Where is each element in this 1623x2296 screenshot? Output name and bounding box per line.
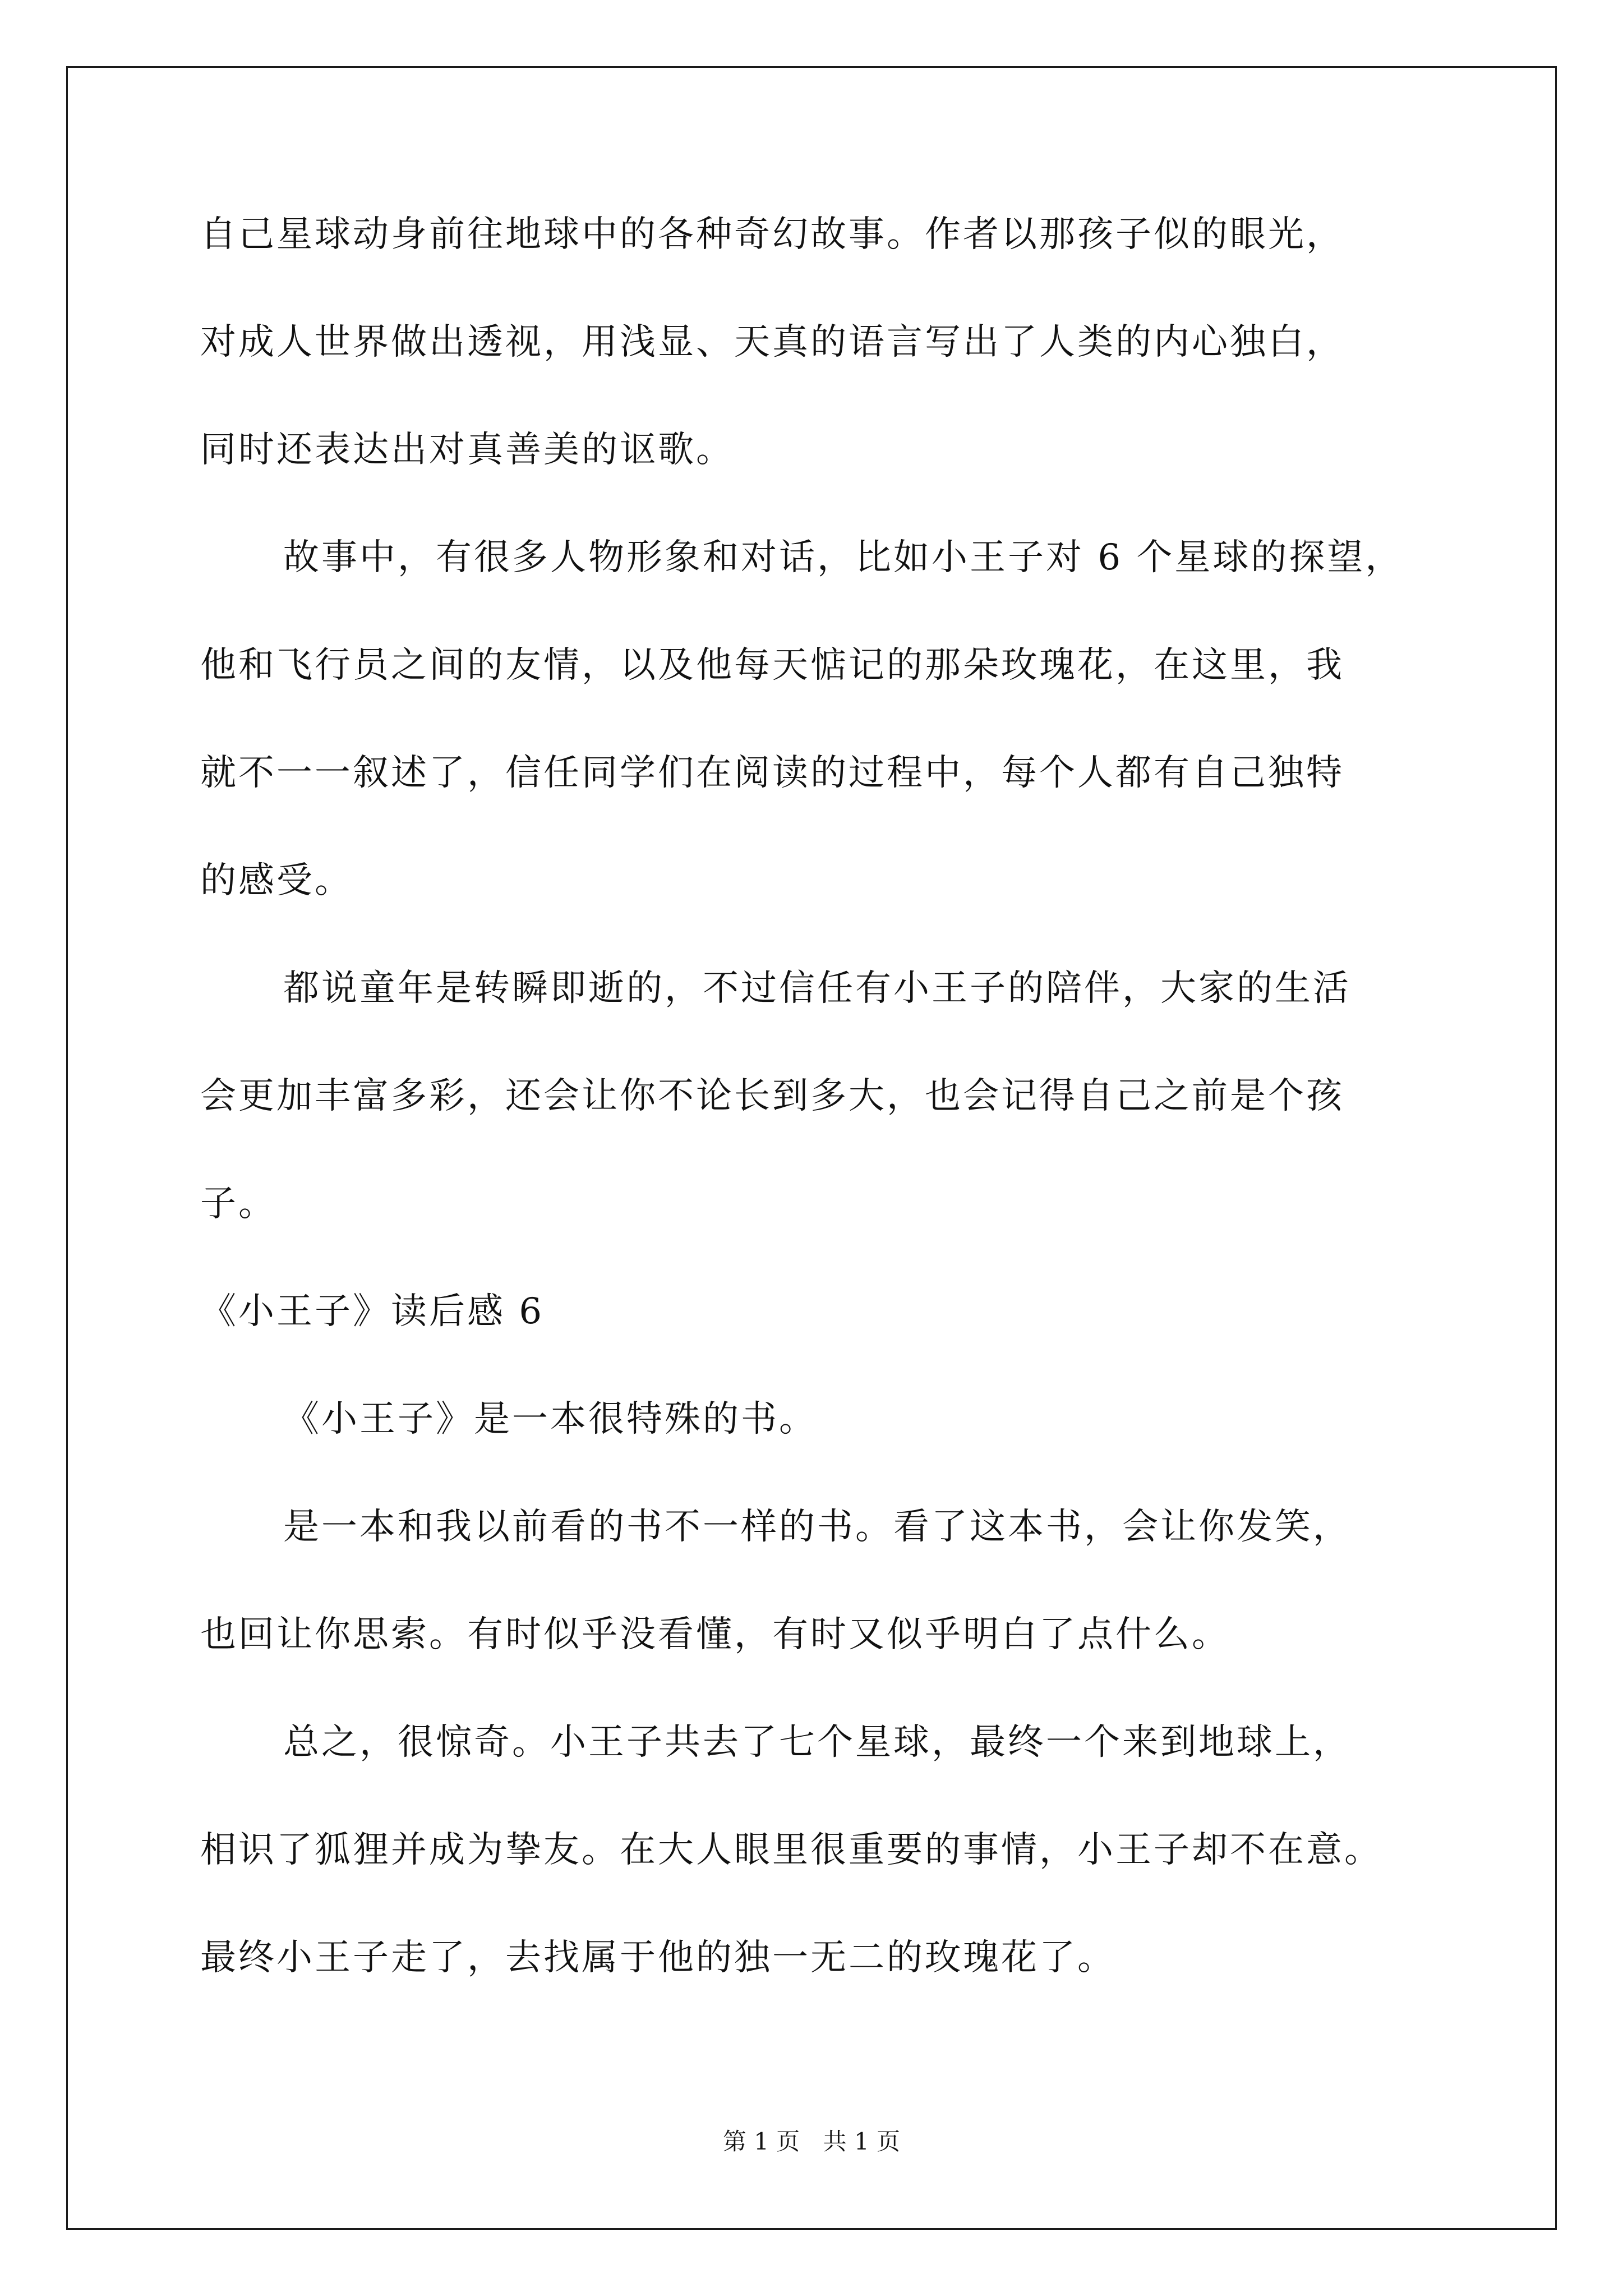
paragraph-line: 同时还表达出对真善美的讴歌。 bbox=[200, 429, 734, 471]
paragraph-line: 是一本和我以前看的书不一样的书。看了这本书，会让你发笑， bbox=[283, 1506, 1351, 1548]
page-number: 第 1 页 bbox=[722, 2128, 800, 2155]
paragraph-line: 也回让你思索。有时似乎没看懂，有时又似乎明白了点什么。 bbox=[200, 1614, 1230, 1655]
paragraph-line: 对成人世界做出透视，用浅显、天真的语言写出了人类的内心独白， bbox=[200, 321, 1344, 363]
paragraph-line: 会更加丰富多彩，还会让你不论长到多大，也会记得自己之前是个孩 bbox=[200, 1075, 1344, 1117]
paragraph-line: 总之，很惊奇。小王子共去了七个星球，最终一个来到地球上， bbox=[283, 1722, 1351, 1763]
paragraph-line: 就不一一叙述了，信任同学们在阅读的过程中，每个人都有自己独特 bbox=[200, 752, 1344, 794]
page-footer bbox=[0, 2126, 1623, 2157]
paragraph-line: 都说童年是转瞬即逝的，不过信任有小王子的陪伴，大家的生活 bbox=[283, 968, 1351, 1009]
page-total: 共 1 页 bbox=[823, 2128, 901, 2155]
paragraph-line: 自己星球动身前往地球中的各种奇幻故事。作者以那孩子似的眼光， bbox=[200, 214, 1344, 255]
paragraph-line: 《小王子》是一本很特殊的书。 bbox=[283, 1398, 817, 1440]
page-border bbox=[66, 66, 1557, 2230]
paragraph-line: 最终小王子走了，去找属于他的独一无二的玫瑰花了。 bbox=[200, 1937, 1115, 1978]
paragraph-line: 的感受。 bbox=[200, 860, 353, 901]
paragraph-line: 他和飞行员之间的友情，以及他每天惦记的那朵玫瑰花，在这里，我 bbox=[200, 645, 1344, 686]
paragraph-line: 故事中，有很多人物形象和对话，比如小王子对 6 个星球的探望， bbox=[283, 537, 1404, 578]
paragraph-line: 子。 bbox=[200, 1183, 276, 1225]
section-heading: 《小王子》读后感 6 bbox=[200, 1291, 545, 1332]
paragraph-line: 相识了狐狸并成为挚友。在大人眼里很重要的事情，小王子却不在意。 bbox=[200, 1829, 1382, 1871]
